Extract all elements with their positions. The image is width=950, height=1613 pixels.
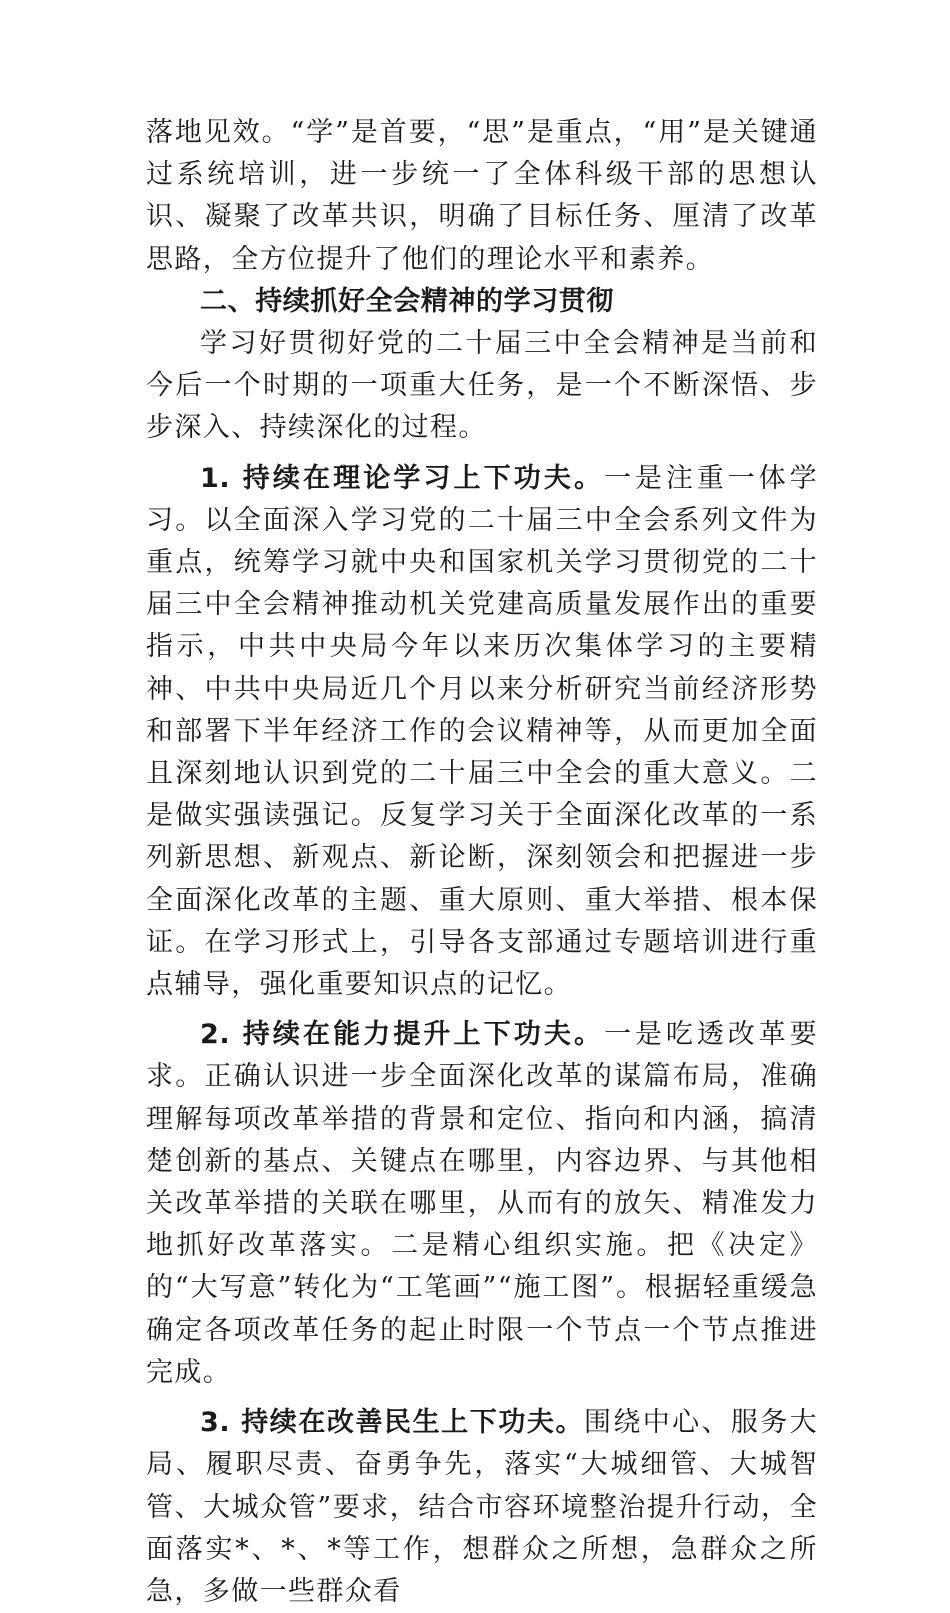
paragraph-intro: 学习好贯彻好党的二十届三中全会精神是当前和今后一个时期的一项重大任务，是一个不断深悟、步步深入、持续深化的过程。 <box>146 328 818 444</box>
list-item-3 <box>146 1402 818 1613</box>
list-item-3-body: 围绕中心、服务大局、履职尽责、奋勇争先，落实“大城细管、大城智管、大城众管”要求，结合市容环境整治提升行动，全面落实*、*、*等工作，想群众之所想，急群众之所急，多做一些群众看 <box>146 1407 819 1607</box>
list-item-2-body: 一是吃透改革要求。正确认识进一步全面深化改革的谋篇布局，准确理解每项改革举措的背景和定位、指向和内涵，搞清楚创新的基点、关键点在哪里，内容边界、与其他相关改革举措的关联在哪里，从而有的放矢、精准发力地抓好改革落实。二是精心组织实施。把《决定》的“大写意”转化为“工笔画”“施工图”。根据轻重缓急确定各项改革任务的起止时限一个节点一个节点推进完成。 <box>146 1019 818 1388</box>
list-item-2-lead: 2. 持续在能力提升上下功夫。 <box>200 1019 605 1051</box>
list-item-1-body: 一是注重一体学习。以全面深入学习党的二十届三中全会系列文件为重点，统筹学习就中央和国家机关学习贯彻党的二十届三中全会精神推动机关党建高质量发展作出的重要指示，中共中央局今年以来历次集体学习的主要精神、中共中央局近几个月以来分析研究当前经济形势和部署下半年经济工作的会议精神等，从而更加全面且深刻地认识到党的二十届三中全会的重大意义。二是做实强读强记。反复学习关于全面深化改革的一系列新思想、新观点、新论断，深刻领会和把握进一步全面深化改革的主题、重大原则、重大举措、根本保证。在学习形式上，引导各支部通过专题培训进行重点辅导，强化重要知识点的记忆。 <box>146 462 818 1001</box>
list-item-1-lead: 1. 持续在理论学习上下功夫。 <box>200 462 605 494</box>
list-item-2 <box>146 1014 818 1394</box>
list-item-1 <box>146 458 818 1007</box>
paragraph-continuation: 落地见效。“学”是首要，“思”是重点，“用”是关键通过系统培训，进一步统一了全体科级干部的思想认识、凝聚了改革共识，明确了目标任务、厘清了改革思路，全方位提升了他们的理论水平和素养。 <box>146 117 818 275</box>
document-body <box>146 112 818 1613</box>
section-heading: 二、持续抓好全会精神的学习贯彻 <box>200 285 614 317</box>
list-item-3-lead: 3. 持续在改善民生上下功夫。 <box>200 1407 585 1439</box>
